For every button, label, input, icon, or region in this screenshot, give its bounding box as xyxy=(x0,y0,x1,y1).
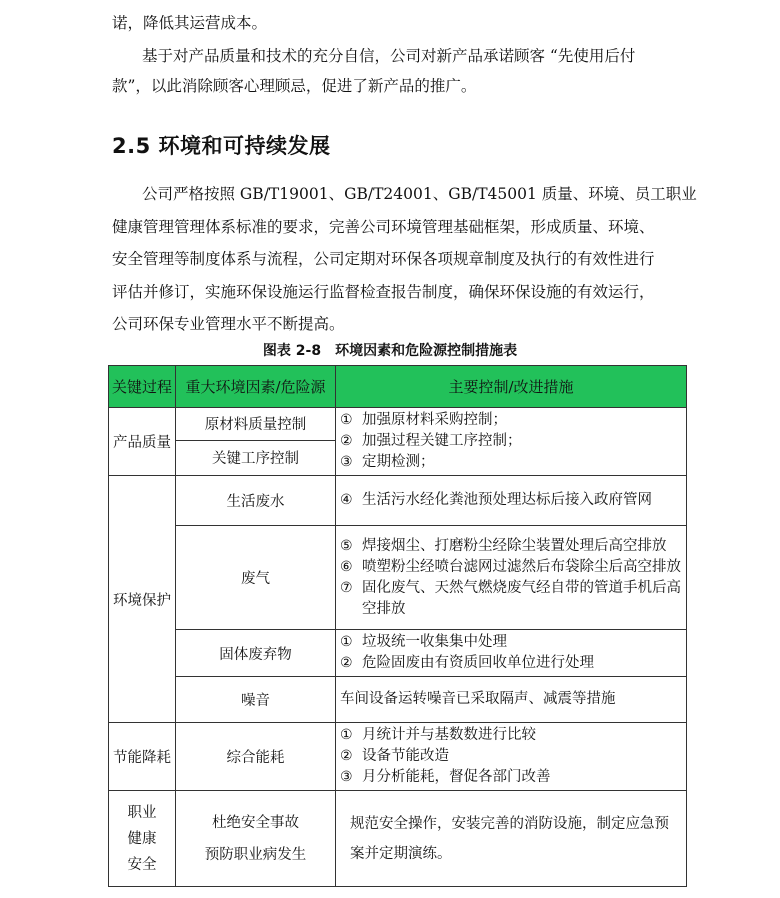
table-row xyxy=(109,408,687,441)
text-line: 健康管理管理体系标准的要求，完善公司环境管理基础框架，形成质量、环境、 xyxy=(112,217,655,236)
measure-item: ① 月统计并与基数数进行比较 xyxy=(340,727,536,743)
measure-item: ④ 生活污水经化粪池预处理达标后接入政府管网 xyxy=(340,492,652,508)
measures-cell: 规范安全操作，安装完善的消防设施，制定应急预案并定期演练。 xyxy=(336,791,687,887)
table-row xyxy=(109,476,687,526)
measures-cell xyxy=(336,723,687,791)
category-cell: 职业 健康 安全 xyxy=(109,791,176,887)
measures-cell xyxy=(336,408,687,476)
factor-cell: 综合能耗 xyxy=(176,723,336,791)
factor-cell: 生活废水 xyxy=(176,476,336,526)
text-line: 公司严格按照 GB/T19001、GB/T24001、GB/T45001 质量、环境、员工职业 xyxy=(142,185,697,203)
measure-item: ⑥ 喷塑粉尘经喷台滤网过滤然后布袋除尘后高空排放 xyxy=(340,558,681,575)
text-line: 公司环保专业管理水平不断提高。 xyxy=(112,315,345,333)
table-row xyxy=(109,791,687,887)
section-body xyxy=(112,178,697,341)
header-factor: 重大环境因素/危险源 xyxy=(176,366,336,408)
text-line: 诺，降低其运营成本。 xyxy=(112,14,268,32)
measure-item: ① 加强原材料采购控制； xyxy=(340,412,507,428)
factor-cell: 废气 xyxy=(176,526,336,630)
intro-paragraph-end xyxy=(112,8,672,38)
factor-cell: 固体废弃物 xyxy=(176,630,336,677)
table-header-row xyxy=(109,366,687,408)
measures-cell xyxy=(336,630,687,677)
category-cell: 环境保护 xyxy=(109,476,176,723)
header-key-process: 关键过程 xyxy=(109,366,176,408)
measure-item: ⑤ 焊接烟尘、打磨粉尘经除尘装置处理后高空排放 xyxy=(340,537,667,554)
measure-item: ⑦ 固化废气、天然气燃烧废气经自带的管道手机后高空排放 xyxy=(340,579,681,617)
text-line: 款”，以此消除顾客心理顾忌，促进了新产品的推广。 xyxy=(112,77,477,95)
category-cell: 产品质量 xyxy=(109,408,176,476)
measure-item: ② 危险固废由有资质回收单位进行处理 xyxy=(340,655,594,671)
table-row xyxy=(109,630,687,677)
header-measures: 主要控制/改进措施 xyxy=(336,366,687,408)
table-caption: 图表 2-8 环境因素和危险源控制措施表 xyxy=(262,343,518,359)
measures-cell xyxy=(336,476,687,526)
factor-cell: 原材料质量控制 xyxy=(176,408,336,441)
table-row xyxy=(109,677,687,723)
measure-item: ② 加强过程关键工序控制； xyxy=(340,433,522,449)
measures-cell xyxy=(336,526,687,630)
factor-cell: 杜绝安全事故 预防职业病发生 xyxy=(176,791,336,887)
measure-item: ② 设备节能改造 xyxy=(340,748,449,764)
section-heading: 2.5 环境和可持续发展 xyxy=(112,134,331,158)
text-line: 基于对产品质量和技术的充分自信，公司对新产品承诺顾客 “先使用后付 xyxy=(142,47,636,65)
measure-item: ③ 月分析能耗，督促各部门改善 xyxy=(340,769,551,785)
factor-cell: 关键工序控制 xyxy=(176,440,336,475)
measures-cell: 车间设备运转噪音已采取隔声、减震等措施 xyxy=(336,677,687,723)
text-line: 评估并修订，实施环保设施运行监督检查报告制度，确保环保设施的有效运行， xyxy=(112,282,655,301)
factor-cell: 噪音 xyxy=(176,677,336,723)
measure-item: ① 垃圾统一收集集中处理 xyxy=(340,634,507,650)
category-cell: 节能降耗 xyxy=(109,723,176,791)
table-row xyxy=(109,526,687,630)
measure-item: ③ 定期检测； xyxy=(340,454,435,470)
table-row xyxy=(109,723,687,791)
intro-paragraph xyxy=(112,41,672,101)
control-measures-table xyxy=(108,365,687,875)
text-line: 安全管理等制度体系与流程，公司定期对环保各项规章制度及执行的有效性进行 xyxy=(112,250,655,268)
